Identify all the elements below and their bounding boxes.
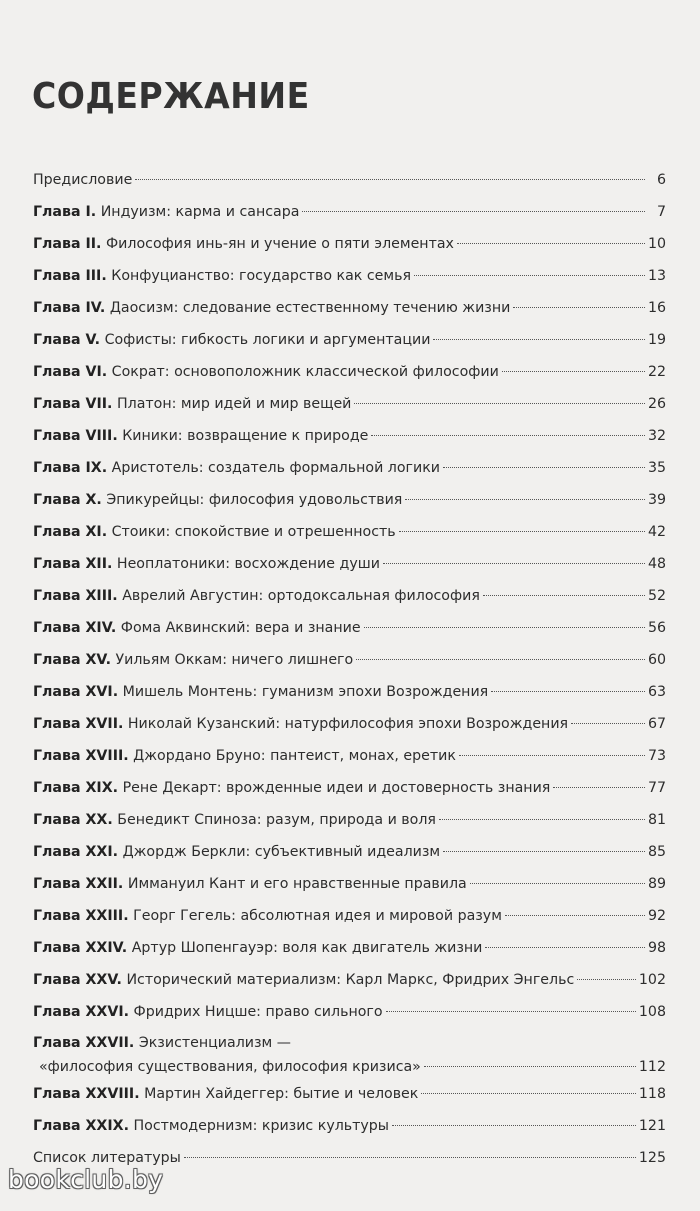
toc-entry — [33, 676, 666, 708]
page-number: 81 — [647, 812, 666, 828]
toc-entry — [33, 644, 666, 676]
dot-leader — [491, 691, 645, 692]
chapter-title: Николай Кузанский: натурфилософия эпохи Возрождения — [127, 716, 569, 732]
dot-leader — [577, 979, 636, 980]
chapter-title: Киники: возвращение к природе — [122, 428, 369, 444]
toc-entry — [33, 388, 666, 420]
page-number: 60 — [647, 652, 666, 668]
dot-leader — [505, 915, 645, 916]
dot-leader — [433, 339, 645, 340]
page-number: 16 — [647, 300, 666, 316]
chapter-title: Неоплатоники: восхождение души — [116, 556, 380, 572]
dot-leader — [371, 435, 645, 436]
chapter-title: Список литературы — [33, 1150, 181, 1166]
toc-entry — [33, 740, 666, 772]
toc-entry — [33, 836, 666, 868]
chapter-number: Глава XII. — [33, 556, 113, 572]
chapter-number: Глава XXVII. — [33, 1035, 135, 1051]
toc-entry — [33, 292, 666, 324]
toc-entry — [33, 548, 666, 580]
chapter-number: Глава II. — [33, 236, 102, 252]
chapter-title: Джордж Беркли: субъективный идеализм — [122, 844, 441, 860]
chapter-number: Глава VIII. — [33, 428, 118, 444]
page-number: 32 — [647, 428, 666, 444]
dot-leader — [135, 179, 645, 180]
toc-entry — [33, 1028, 666, 1078]
page-number: 121 — [638, 1118, 666, 1134]
chapter-number: Глава XVII. — [33, 716, 124, 732]
dot-leader — [383, 563, 645, 564]
chapter-title: Мишель Монтень: гуманизм эпохи Возрождения — [122, 684, 489, 700]
toc-entry — [33, 932, 666, 964]
chapter-number: Глава XXIV. — [33, 940, 128, 956]
chapter-number: Глава XVIII. — [33, 748, 129, 764]
dot-leader — [302, 211, 645, 212]
page-number: 6 — [656, 172, 666, 188]
chapter-title: Экзистенциализм — — [138, 1035, 291, 1051]
toc-entry — [33, 708, 666, 740]
chapter-title: Платон: мир идей и мир вещей — [116, 396, 352, 412]
chapter-title: Сократ: основоположник классической философии — [111, 364, 499, 380]
page-number: 26 — [647, 396, 666, 412]
chapter-title: Исторический материализм: Карл Маркс, Фридрих Энгельс — [126, 972, 575, 988]
dot-leader — [356, 659, 645, 660]
dot-leader — [399, 531, 645, 532]
page-number: 85 — [647, 844, 666, 860]
watermark: bookclub.by — [8, 1165, 164, 1194]
chapter-number: Глава III. — [33, 268, 107, 284]
page-title: СОДЕРЖАНИЕ — [32, 76, 310, 117]
chapter-title: Бенедикт Спиноза: разум, природа и воля — [117, 812, 436, 828]
toc-entry — [33, 356, 666, 388]
page-number: 73 — [647, 748, 666, 764]
chapter-number: Глава XXVIII. — [33, 1086, 140, 1102]
toc-entry — [33, 516, 666, 548]
toc-entry — [33, 1110, 666, 1142]
chapter-title: Джордано Бруно: пантеист, монах, еретик — [133, 748, 456, 764]
toc-entry — [33, 228, 666, 260]
dot-leader — [414, 275, 645, 276]
dot-leader — [513, 307, 645, 308]
dot-leader — [421, 1093, 636, 1094]
page-number: 22 — [647, 364, 666, 380]
chapter-number: Глава IV. — [33, 300, 106, 316]
chapter-title: Аристотель: создатель формальной логики — [111, 460, 441, 476]
chapter-title: Иммануил Кант и его нравственные правила — [127, 876, 467, 892]
page-number: 48 — [647, 556, 666, 572]
chapter-title: Фома Аквинский: вера и знание — [120, 620, 361, 636]
page-number: 67 — [647, 716, 666, 732]
page-number: 118 — [638, 1086, 666, 1102]
chapter-title-continued: «философия существования, философия кризиса» — [39, 1059, 421, 1075]
chapter-title: Эпикурейцы: философия удовольствия — [106, 492, 403, 508]
chapter-number: Глава XXII. — [33, 876, 124, 892]
toc-entry — [33, 612, 666, 644]
page-number: 10 — [647, 236, 666, 252]
toc-entry — [33, 196, 666, 228]
toc-entry — [33, 260, 666, 292]
toc-entry — [33, 772, 666, 804]
chapter-number: Глава XXIX. — [33, 1118, 129, 1134]
dot-leader — [354, 403, 645, 404]
toc-entry — [33, 580, 666, 612]
dot-leader — [502, 371, 645, 372]
page-number: 92 — [647, 908, 666, 924]
dot-leader — [485, 947, 645, 948]
page-number: 102 — [638, 972, 666, 988]
chapter-title: Мартин Хайдеггер: бытие и человек — [144, 1086, 419, 1102]
dot-leader — [405, 499, 645, 500]
page-number: 125 — [638, 1150, 666, 1166]
toc-entry — [33, 1078, 666, 1110]
toc-entry — [33, 484, 666, 516]
chapter-number: Глава VI. — [33, 364, 108, 380]
table-of-contents — [33, 164, 666, 1174]
chapter-title: Философия инь-ян и учение о пяти элементах — [105, 236, 454, 252]
toc-entry — [33, 964, 666, 996]
page-number: 56 — [647, 620, 666, 636]
toc-entry — [33, 868, 666, 900]
toc-entry — [33, 164, 666, 196]
toc-entry — [33, 452, 666, 484]
dot-leader — [392, 1125, 636, 1126]
dot-leader — [457, 243, 645, 244]
chapter-title: Предисловие — [33, 172, 133, 188]
chapter-title: Аврелий Августин: ортодоксальная философия — [122, 588, 480, 604]
dot-leader — [459, 755, 645, 756]
page-number: 63 — [647, 684, 666, 700]
toc-entry — [33, 804, 666, 836]
dot-leader — [386, 1011, 636, 1012]
page-number: 112 — [638, 1059, 666, 1075]
chapter-number: Глава XXV. — [33, 972, 122, 988]
chapter-number: Глава XIX. — [33, 780, 119, 796]
chapter-title: Конфуцианство: государство как семья — [111, 268, 411, 284]
dot-leader — [184, 1157, 636, 1158]
chapter-number: Глава X. — [33, 492, 102, 508]
chapter-title: Индуизм: карма и сансара — [100, 204, 300, 220]
chapter-number: Глава XXVI. — [33, 1004, 130, 1020]
chapter-number: Глава XVI. — [33, 684, 119, 700]
page-number: 77 — [647, 780, 666, 796]
chapter-title: Уильям Оккам: ничего лишнего — [115, 652, 354, 668]
chapter-number: Глава XX. — [33, 812, 113, 828]
chapter-title: Георг Гегель: абсолютная идея и мировой разум — [133, 908, 502, 924]
chapter-title: Рене Декарт: врожденные идеи и достоверность знания — [122, 780, 551, 796]
chapter-title: Даосизм: следование естественному течению жизни — [109, 300, 511, 316]
chapter-title: Артур Шопенгауэр: воля как двигатель жизни — [131, 940, 483, 956]
chapter-number: Глава VII. — [33, 396, 113, 412]
chapter-number: Глава XXI. — [33, 844, 119, 860]
dot-leader — [439, 819, 645, 820]
chapter-title: Постмодернизм: кризис культуры — [133, 1118, 390, 1134]
dot-leader — [470, 883, 645, 884]
page-number: 35 — [647, 460, 666, 476]
dot-leader — [553, 787, 645, 788]
toc-entry — [33, 324, 666, 356]
page-number: 39 — [647, 492, 666, 508]
dot-leader — [364, 627, 645, 628]
dot-leader — [483, 595, 645, 596]
page-number: 7 — [656, 204, 666, 220]
chapter-number: Глава I. — [33, 204, 97, 220]
toc-entry — [33, 996, 666, 1028]
page-number: 19 — [647, 332, 666, 348]
chapter-number: Глава XV. — [33, 652, 111, 668]
page-number: 98 — [647, 940, 666, 956]
dot-leader — [443, 851, 645, 852]
page-number: 42 — [647, 524, 666, 540]
chapter-number: Глава V. — [33, 332, 101, 348]
dot-leader — [424, 1066, 636, 1067]
chapter-number: Глава XI. — [33, 524, 108, 540]
page-number: 108 — [638, 1004, 666, 1020]
chapter-number: Глава XXIII. — [33, 908, 129, 924]
toc-entry — [33, 900, 666, 932]
toc-entry — [33, 420, 666, 452]
chapter-number: Глава XIII. — [33, 588, 118, 604]
chapter-number: Глава IX. — [33, 460, 108, 476]
dot-leader — [443, 467, 645, 468]
chapter-number: Глава XIV. — [33, 620, 117, 636]
chapter-title: Стоики: спокойствие и отрешенность — [111, 524, 396, 540]
chapter-title: Софисты: гибкость логики и аргументации — [104, 332, 431, 348]
page-number: 52 — [647, 588, 666, 604]
dot-leader — [571, 723, 645, 724]
page-number: 89 — [647, 876, 666, 892]
chapter-title: Фридрих Ницше: право сильного — [133, 1004, 383, 1020]
page-number: 13 — [647, 268, 666, 284]
